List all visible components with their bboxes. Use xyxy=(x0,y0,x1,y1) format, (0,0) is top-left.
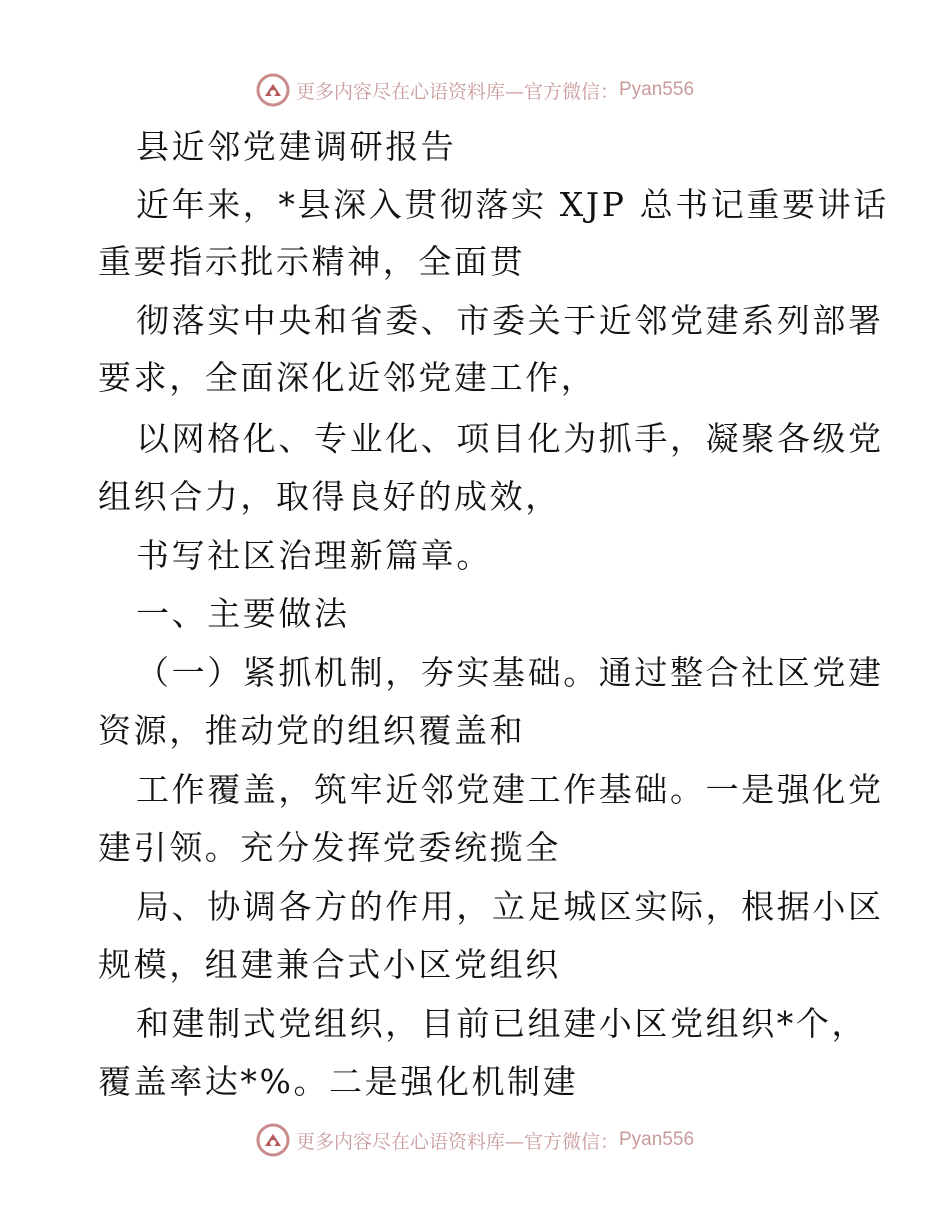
paragraph-line: 组织合力，取得良好的成效， xyxy=(98,477,561,516)
paragraph-line: 要求，全面深化近邻党建工作， xyxy=(98,358,597,397)
paragraph-line: 和建制式党组织，目前已组建小区党组织*个， xyxy=(136,1004,868,1043)
paragraph-line: 工作覆盖，筑牢近邻党建工作基础。一是强化党 xyxy=(136,770,884,809)
watermark-footer xyxy=(0,1120,950,1160)
watermark-handle: Pyan556 xyxy=(619,1129,695,1150)
paragraph-line: 局、协调各方的作用，立足城区实际，根据小区 xyxy=(136,887,884,926)
paragraph-line: （一）紧抓机制，夯实基础。通过整合社区党建 xyxy=(136,653,884,692)
paragraph-line: 资源，推动党的组织覆盖和 xyxy=(98,711,526,750)
section-heading: 一、主要做法 xyxy=(136,594,350,633)
paragraph-line: 以网格化、专业化、项目化为抓手，凝聚各级党 xyxy=(136,419,884,458)
document-title: 县近邻党建调研报告 xyxy=(136,127,457,166)
watermark-text: 更多内容尽在心语资料库—官方微信： xyxy=(295,1130,619,1153)
paragraph-line: 规模，组建兼合式小区党组织 xyxy=(98,945,561,984)
paragraph-line: 近年来，*县深入贯彻落实 XJP 总书记重要讲话 xyxy=(136,185,889,224)
paragraph-line: 覆盖率达*%。二是强化机制建 xyxy=(98,1062,579,1101)
watermark-header xyxy=(0,70,950,110)
watermark-text: 更多内容尽在心语资料库—官方微信： xyxy=(295,80,619,103)
watermark-handle: Pyan556 xyxy=(619,79,695,100)
logo-icon xyxy=(256,73,290,107)
logo-icon xyxy=(256,1123,290,1157)
paragraph-line: 重要指示批示精神，全面贯 xyxy=(98,242,526,281)
paragraph-line: 书写社区治理新篇章。 xyxy=(136,536,492,575)
paragraph-line: 彻落实中央和省委、市委关于近邻党建系列部署 xyxy=(136,301,884,340)
paragraph-line: 建引领。充分发挥党委统揽全 xyxy=(98,828,561,867)
